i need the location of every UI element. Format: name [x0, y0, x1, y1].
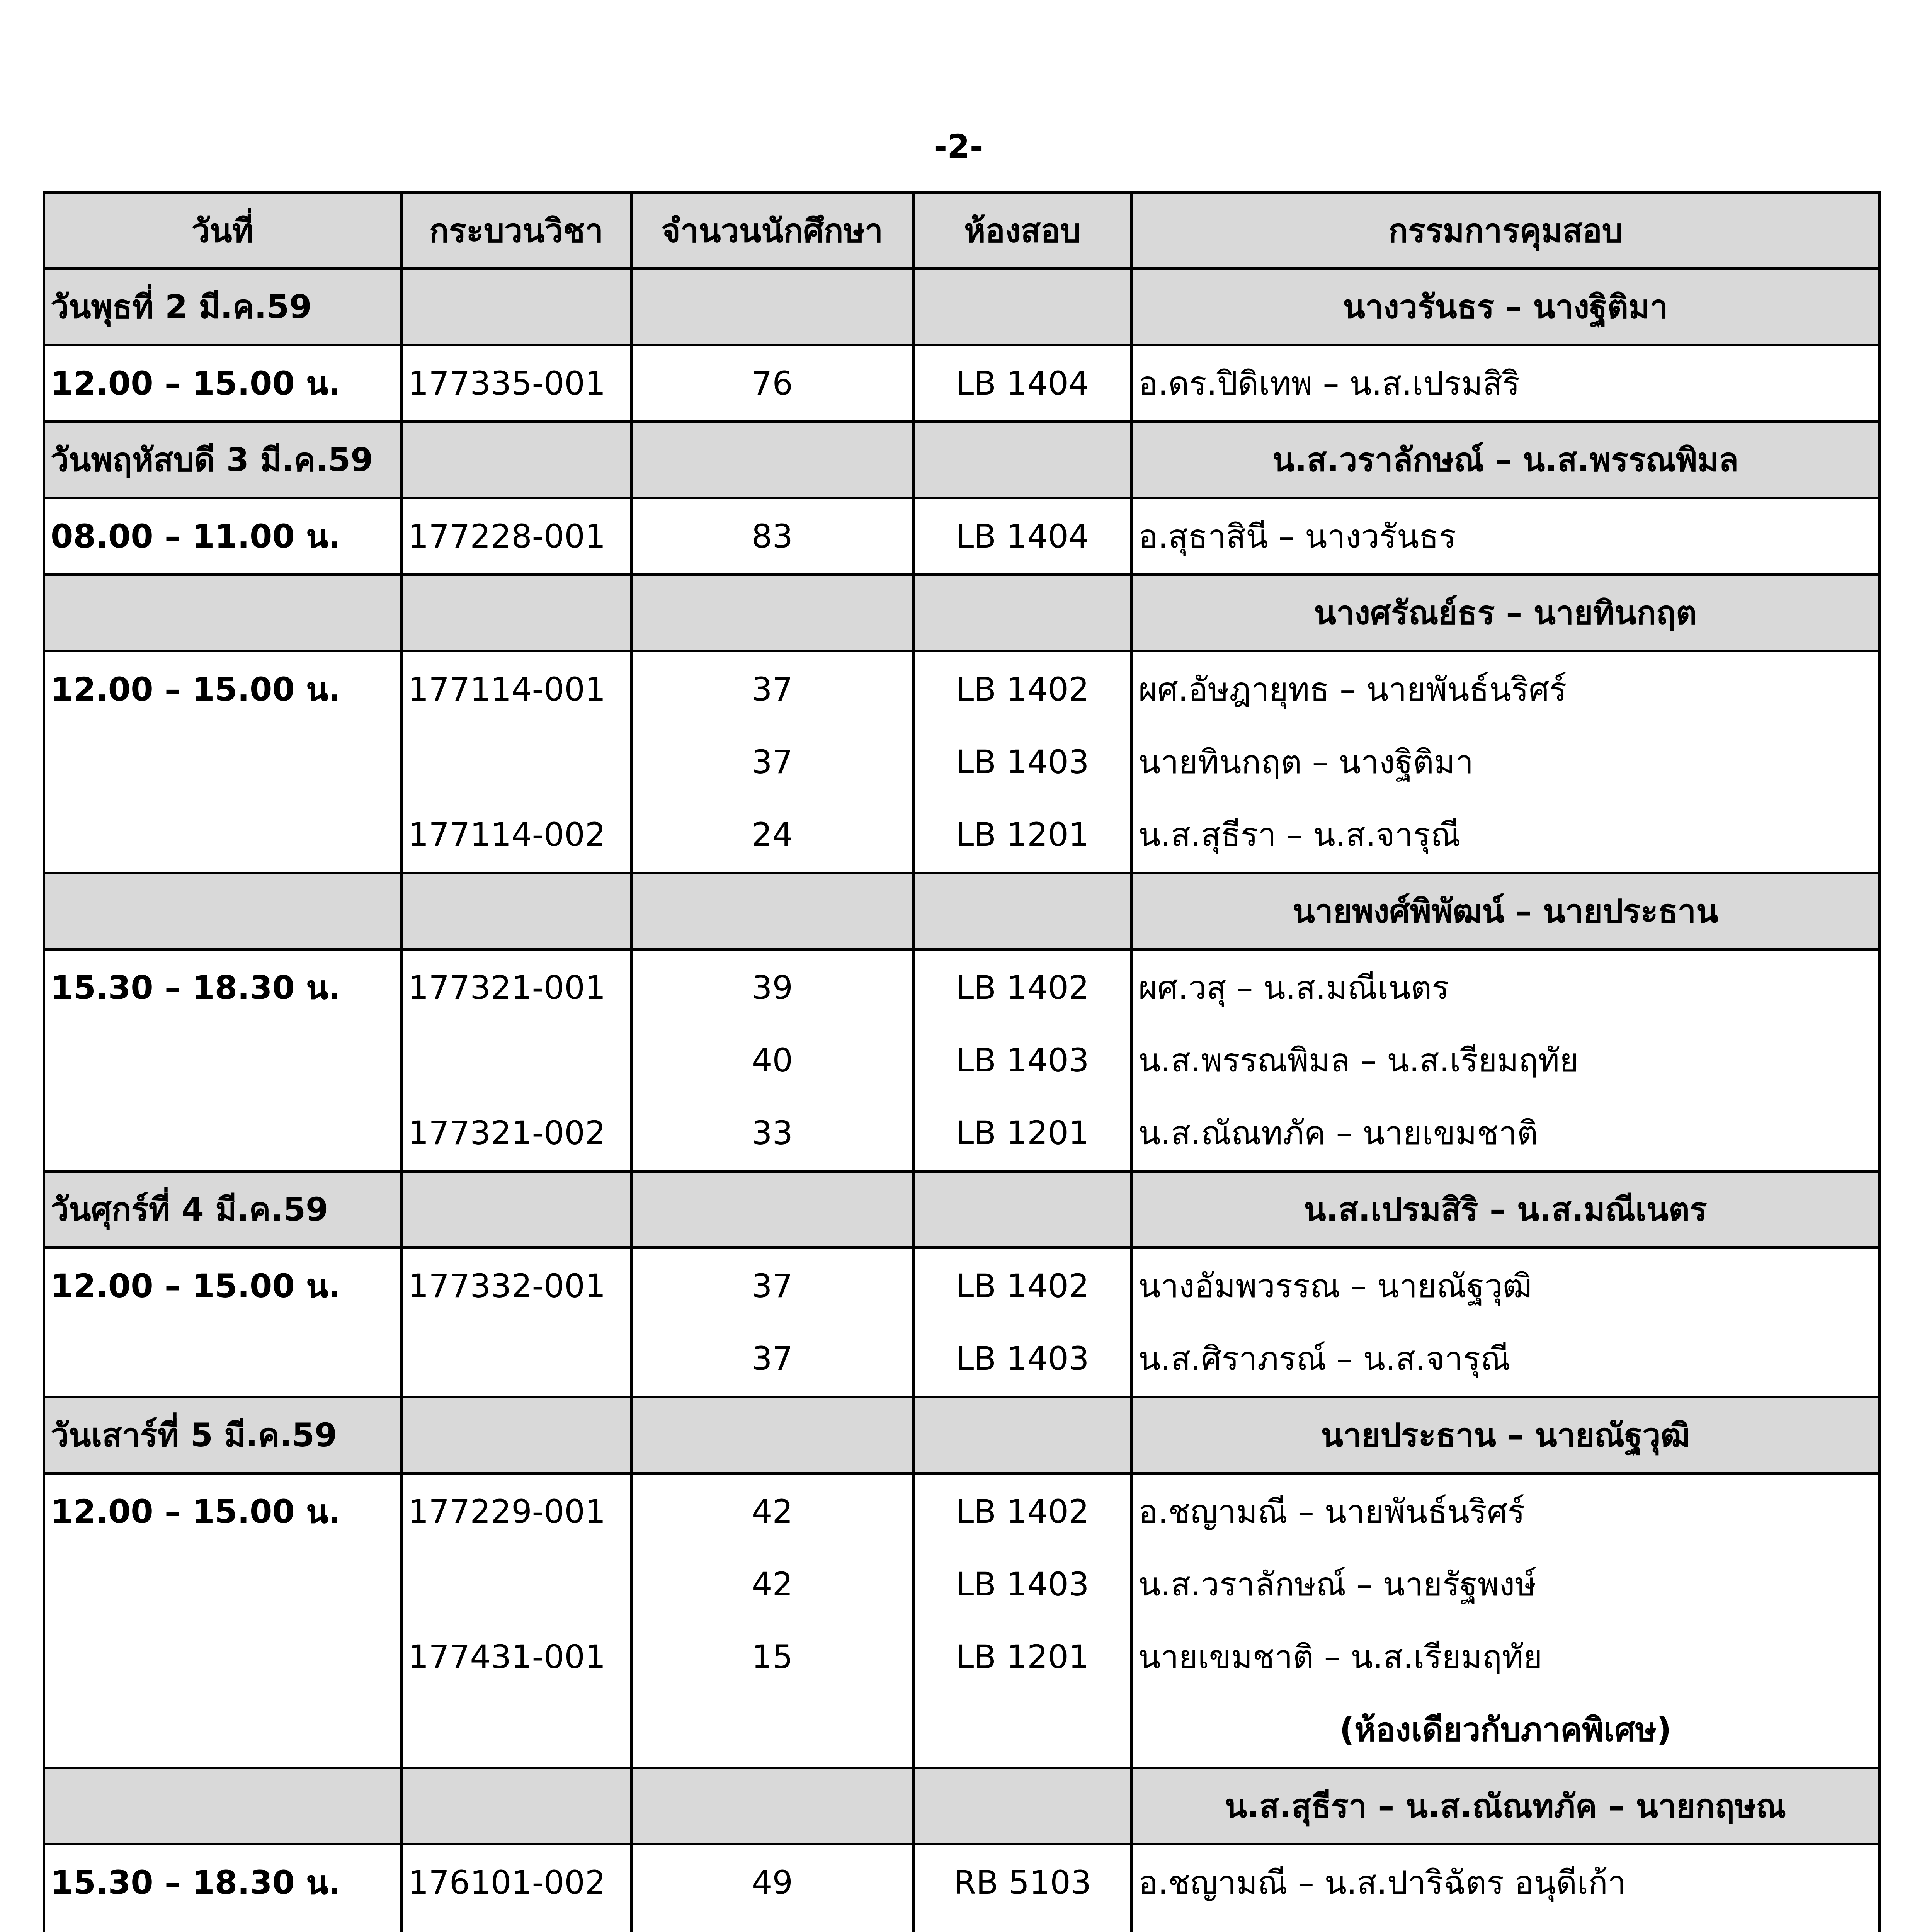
course-codes [401, 651, 631, 873]
group-header-row [44, 1768, 1880, 1844]
empty-cell [631, 422, 913, 498]
invigilator-pair: น.ส.พรรณพิมล – น.ส.เรียมฤทัย [1138, 1041, 1579, 1079]
empty-cell [631, 1397, 913, 1473]
empty-cell [401, 1172, 631, 1248]
exam-time [44, 949, 401, 1172]
course-codes [401, 1248, 631, 1397]
course-code: 177332-001 [408, 1267, 606, 1305]
course-code: 177335-001 [408, 364, 606, 402]
exam-time [44, 345, 401, 422]
empty-cell [401, 1397, 631, 1473]
exam-room [920, 1693, 1125, 1766]
invigilator-team: น.ส.เปรมสิริ – น.ส.มณีเนตร [1132, 1172, 1880, 1248]
exam-rooms [913, 345, 1132, 422]
student-count: 24 [752, 816, 793, 854]
header-room: ห้องสอบ [913, 193, 1132, 269]
group-header-row [44, 575, 1880, 651]
student-count: 39 [752, 969, 793, 1007]
empty-cell [631, 269, 913, 345]
empty-cell [401, 269, 631, 345]
header-invigilators: กรรมการคุมสอบ [1132, 193, 1880, 269]
course-code: 176101-002 [408, 1864, 606, 1901]
empty-cell [913, 575, 1132, 651]
student-counts [631, 498, 913, 575]
exam-time [44, 498, 401, 575]
course-code [408, 1693, 624, 1766]
exam-room: LB 1201 [956, 1114, 1089, 1152]
empty-cell [913, 873, 1132, 949]
student-count: 37 [752, 1340, 793, 1378]
table-row [44, 651, 1880, 873]
empty-cell [631, 1768, 913, 1844]
student-count: 15 [752, 1638, 793, 1676]
exam-time-text: 12.00 – 15.00 น. [51, 364, 341, 402]
exam-room: LB 1402 [956, 670, 1089, 708]
course-code: 177229-001 [408, 1493, 606, 1531]
exam-time-text: 12.00 – 15.00 น. [51, 1493, 341, 1531]
day-date: วันศุกร์ที่ 4 มี.ค.59 [44, 1172, 401, 1248]
invigilator-team: น.ส.วราลักษณ์ – น.ส.พรรณพิมล [1132, 422, 1880, 498]
student-count: 42 [752, 1565, 793, 1603]
invigilator-pair: น.ส.ศิราภรณ์ – น.ส.จารุณี [1138, 1340, 1511, 1378]
invigilator-pair: ผศ.วสุ – น.ส.มณีเนตร [1138, 969, 1449, 1007]
table-row [44, 1844, 1880, 1932]
course-code: 177114-001 [408, 670, 606, 708]
course-code [408, 1322, 624, 1395]
empty-cell [913, 269, 1132, 345]
invigilators [1132, 345, 1880, 422]
invigilators [1132, 1248, 1880, 1397]
student-counts [631, 1473, 913, 1768]
exam-room: LB 1402 [956, 969, 1089, 1007]
course-code [408, 726, 624, 798]
invigilator-team: นายประธาน – นายณัฐวุฒิ [1132, 1397, 1880, 1473]
course-code [408, 1024, 624, 1097]
empty-cell [401, 422, 631, 498]
course-codes [401, 1473, 631, 1768]
day-date [44, 575, 401, 651]
invigilator-pair: อ.ดร.ปิดิเทพ – น.ส.เปรมสิริ [1138, 364, 1520, 402]
invigilators [1132, 1473, 1880, 1768]
student-count: 40 [752, 1041, 793, 1079]
student-counts [631, 1248, 913, 1397]
header-students: จำนวนนักศึกษา [631, 193, 913, 269]
course-code: 177321-001 [408, 969, 606, 1007]
student-count: 76 [752, 364, 793, 402]
exam-time-text: 15.30 – 18.30 น. [51, 969, 341, 1007]
empty-cell [631, 873, 913, 949]
invigilator-pair: นายทินกฤต – นางฐิติมา [1138, 743, 1474, 781]
table-header-row [44, 193, 1880, 269]
exam-rooms [913, 651, 1132, 873]
exam-room: LB 1403 [956, 1340, 1089, 1378]
empty-cell [913, 422, 1132, 498]
exam-time [44, 651, 401, 873]
exam-time-text: 12.00 – 15.00 น. [51, 670, 341, 708]
exam-room: LB 1402 [956, 1267, 1089, 1305]
exam-room: LB 1403 [956, 1565, 1089, 1603]
invigilator-pair: น.ส.สุธีรา – น.ส.จารุณี [1138, 816, 1461, 854]
student-count: 83 [752, 517, 793, 555]
invigilators [1132, 651, 1880, 873]
course-codes [401, 498, 631, 575]
student-counts [631, 1844, 913, 1932]
table-row [44, 345, 1880, 422]
exam-time [44, 1248, 401, 1397]
course-code: 177321-002 [408, 1114, 606, 1152]
schedule-body [44, 269, 1880, 1932]
empty-cell [401, 575, 631, 651]
exam-room [920, 1919, 1125, 1932]
course-code: 177114-002 [408, 816, 606, 854]
exam-rooms [913, 1844, 1132, 1932]
student-count: 37 [752, 670, 793, 708]
invigilator-pair [1138, 1919, 1873, 1932]
exam-room: LB 1404 [956, 364, 1089, 402]
invigilator-pair: น.ส.ณัณทภัค – นายเขมชาติ [1138, 1114, 1538, 1152]
exam-time-text: 08.00 – 11.00 น. [51, 517, 341, 555]
exam-room: LB 1403 [956, 743, 1089, 781]
invigilators [1132, 498, 1880, 575]
invigilator-pair: อ.ชญามณี – น.ส.ปาริฉัตร อนุดีเก้า [1138, 1864, 1626, 1901]
exam-room: LB 1201 [956, 1638, 1089, 1676]
same-room-note: (ห้องเดียวกับภาคพิเศษ) [1339, 1711, 1672, 1748]
student-count: 49 [752, 1864, 793, 1901]
day-date: วันพุธที่ 2 มี.ค.59 [44, 269, 401, 345]
empty-cell [913, 1172, 1132, 1248]
invigilator-pair: อ.สุธาสินี – นางวรันธร [1138, 517, 1456, 555]
invigilator-pair: น.ส.วราลักษณ์ – นายรัฐพงษ์ [1138, 1565, 1536, 1603]
invigilator-team: นางวรันธร – นางฐิติมา [1132, 269, 1880, 345]
exam-time-text: 15.30 – 18.30 น. [51, 1864, 341, 1901]
invigilator-pair: ผศ.อัษฎายุทธ – นายพันธ์นริศร์ [1138, 670, 1567, 708]
student-counts [631, 949, 913, 1172]
day-header-row [44, 422, 1880, 498]
invigilators [1132, 949, 1880, 1172]
student-count: 42 [752, 1493, 793, 1531]
table-row [44, 498, 1880, 575]
empty-cell [631, 575, 913, 651]
invigilator-team: นายพงศ์พิพัฒน์ – นายประธาน [1132, 873, 1880, 949]
header-course: กระบวนวิชา [401, 193, 631, 269]
exam-room: LB 1404 [956, 517, 1089, 555]
header-date: วันที่ [44, 193, 401, 269]
invigilator-team: นางศรัณย์ธร – นายทินกฤต [1132, 575, 1880, 651]
table-row [44, 1473, 1880, 1768]
empty-cell [401, 873, 631, 949]
course-code [408, 1548, 624, 1621]
invigilator-pair: อ.ชญามณี – นายพันธ์นริศร์ [1138, 1493, 1525, 1531]
exam-time [44, 1844, 401, 1932]
page-number: -2- [934, 128, 983, 165]
exam-schedule-table [43, 191, 1881, 1932]
empty-cell [913, 1397, 1132, 1473]
invigilators [1132, 1844, 1880, 1932]
course-codes [401, 1844, 631, 1932]
day-date: วันพฤหัสบดี 3 มี.ค.59 [44, 422, 401, 498]
exam-time-text: 12.00 – 15.00 น. [51, 1267, 341, 1305]
invigilator-pair: นายเขมชาติ – น.ส.เรียมฤทัย [1138, 1638, 1543, 1676]
student-count: 37 [752, 1267, 793, 1305]
exam-rooms [913, 498, 1132, 575]
student-count: 33 [752, 1114, 793, 1152]
exam-room: RB 5103 [953, 1864, 1092, 1901]
course-code: 177228-001 [408, 517, 606, 555]
course-code [408, 1919, 624, 1932]
day-header-row [44, 1172, 1880, 1248]
day-header-row [44, 269, 1880, 345]
invigilator-team: น.ส.สุธีรา – น.ส.ณัณทภัค – นายกฤษณ [1132, 1768, 1880, 1844]
day-date [44, 873, 401, 949]
empty-cell [913, 1768, 1132, 1844]
table-row [44, 1248, 1880, 1397]
table-row [44, 949, 1880, 1172]
student-counts [631, 651, 913, 873]
exam-room: LB 1402 [956, 1493, 1089, 1531]
day-date [44, 1768, 401, 1844]
course-codes [401, 949, 631, 1172]
empty-cell [631, 1172, 913, 1248]
exam-room: LB 1403 [956, 1041, 1089, 1079]
empty-cell [401, 1768, 631, 1844]
exam-time [44, 1473, 401, 1768]
course-codes [401, 345, 631, 422]
day-date: วันเสาร์ที่ 5 มี.ค.59 [44, 1397, 401, 1473]
course-code: 177431-001 [408, 1638, 606, 1676]
student-count [638, 1919, 907, 1932]
day-header-row [44, 1397, 1880, 1473]
student-counts [631, 345, 913, 422]
exam-room: LB 1201 [956, 816, 1089, 854]
group-header-row [44, 873, 1880, 949]
student-count: 37 [752, 743, 793, 781]
invigilator-pair: นางอัมพวรรณ – นายณัฐวุฒิ [1138, 1267, 1532, 1305]
exam-rooms [913, 949, 1132, 1172]
student-count [638, 1693, 907, 1766]
exam-rooms [913, 1248, 1132, 1397]
exam-rooms [913, 1473, 1132, 1768]
